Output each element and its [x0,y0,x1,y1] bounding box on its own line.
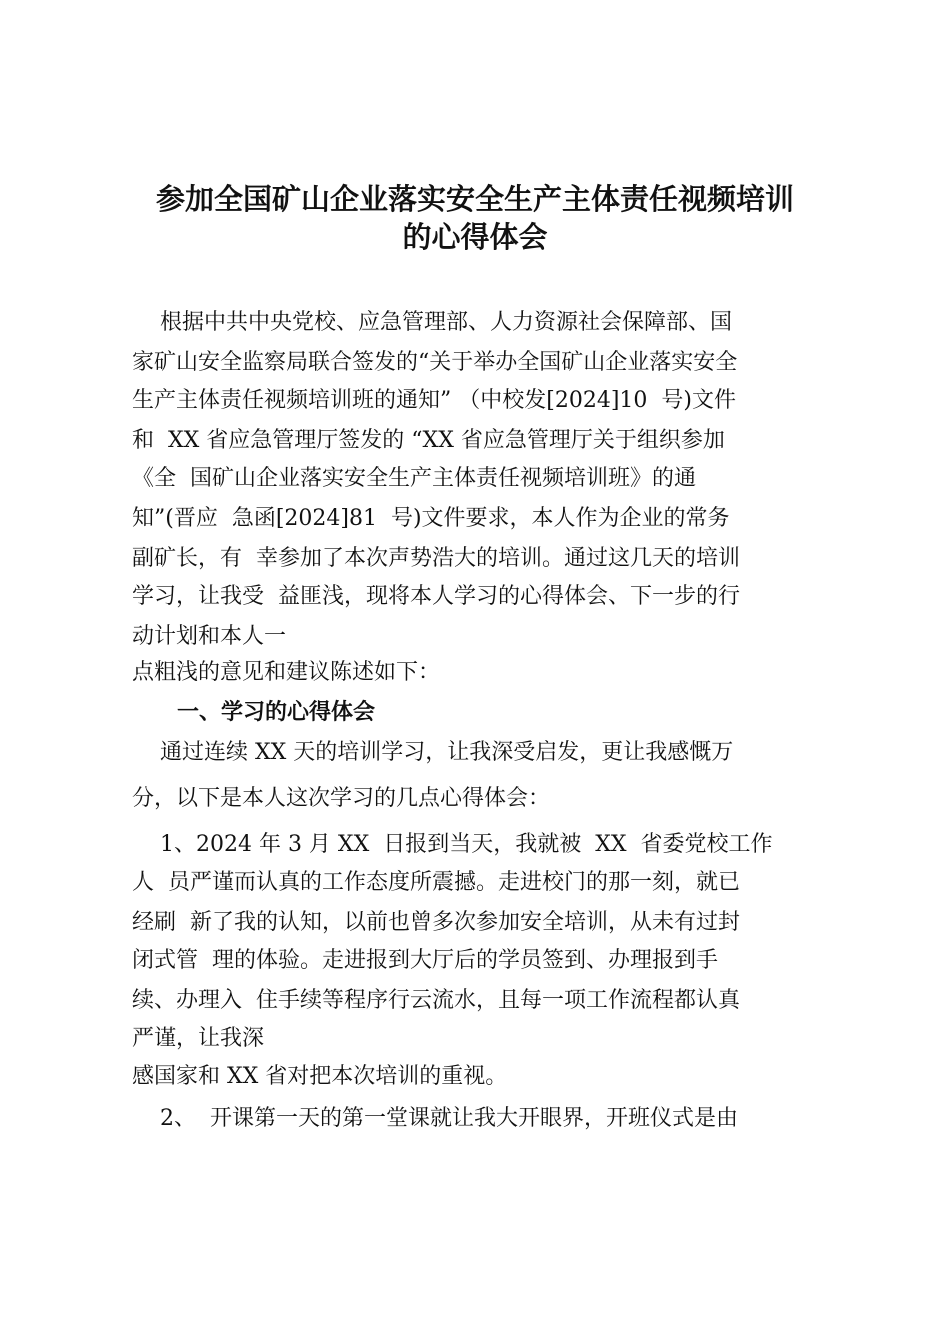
paragraph-3-line: 闭式管 理的体验。走进报到大厅后的学员签到、办理报到手 [132,948,718,973]
section-1-heading: 一、学习的心得体会 [177,700,376,725]
paragraph-1-line: 根据中共中央党校、应急管理部、人力资源社会保障部、国 [132,310,732,335]
paragraph-1-line: 生产主体责任视频培训班的通知” （中校发[2024]10 号)文件 [132,388,736,413]
paragraph-1-line: 《全 国矿山企业落实安全生产主体责任视频培训班》的通 [132,466,696,491]
paragraph-1-line: 动计划和本人一 [132,624,287,649]
paragraph-1-line: 点粗浅的意见和建议陈述如下： [132,660,441,685]
paragraph-3-line: 1、2024 年 3 月 XX 日报到当天，我就被 XX 省委党校工作 [132,832,773,857]
paragraph-1-line: 家矿山安全监察局联合签发的“关于举办全国矿山企业落实安全 [132,350,738,375]
paragraph-3-line: 严谨，让我深 [132,1026,265,1051]
paragraph-4-line: 2、 开课第一天的第一堂课就让我大开眼界，开班仪式是由 [132,1106,738,1131]
document-title-line-2: 的心得体会 [402,220,548,254]
paragraph-1-line: 和 XX 省应急管理厅签发的 “XX 省应急管理厅关于组织参加 [132,428,725,453]
document-title-line-1: 参加全国矿山企业落实安全生产主体责任视频培训 [155,182,794,216]
paragraph-3-line: 感国家和 XX 省对把本次培训的重视。 [132,1064,508,1089]
paragraph-3-line: 经刷 新了我的认知，以前也曾多次参加安全培训，从未有过封 [132,910,740,935]
paragraph-2-line: 分，以下是本人这次学习的几点心得体会： [132,786,551,811]
paragraph-1-line: 学习，让我受 益匪浅，现将本人学习的心得体会、下一步的行 [132,584,740,609]
paragraph-1-line: 副矿长，有 幸参加了本次声势浩大的培训。通过这几天的培训 [132,546,740,571]
paragraph-1-line: 知”(晋应 急函[2024]81 号)文件要求，本人作为企业的常务 [132,506,730,531]
paragraph-2-line: 通过连续 XX 天的培训学习，让我深受启发，更让我感慨万 [132,740,734,765]
paragraph-3-line: 续、办理入 住手续等程序行云流水，且每一项工作流程都认真 [132,988,740,1013]
paragraph-3-line: 人 员严谨而认真的工作态度所震撼。走进校门的那一刻，就已 [132,870,740,895]
